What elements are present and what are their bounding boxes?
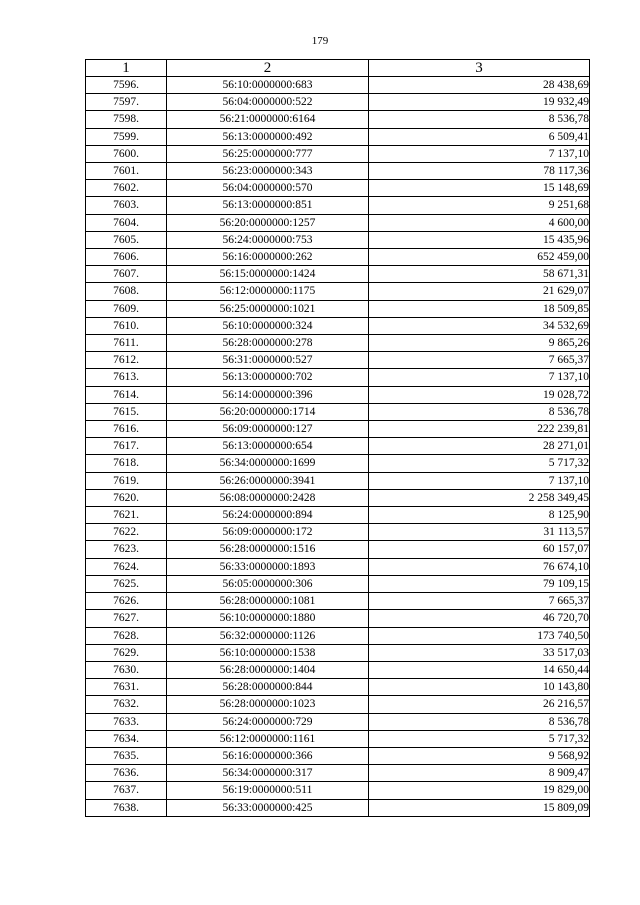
row-number-cell: 7602. — [86, 180, 167, 197]
cadastral-number-cell: 56:24:0000000:753 — [167, 231, 369, 248]
cadastral-number-cell: 56:28:0000000:278 — [167, 335, 369, 352]
value-cell: 7 665,37 — [369, 352, 590, 369]
value-cell: 26 216,57 — [369, 696, 590, 713]
row-number-cell: 7620. — [86, 489, 167, 506]
value-cell: 8 125,90 — [369, 507, 590, 524]
cadastral-number-cell: 56:21:0000000:6164 — [167, 111, 369, 128]
cadastral-number-cell: 56:28:0000000:1516 — [167, 541, 369, 558]
row-number-cell: 7633. — [86, 713, 167, 730]
row-number-cell: 7611. — [86, 335, 167, 352]
table-row — [86, 421, 590, 438]
value-cell: 15 148,69 — [369, 180, 590, 197]
cadastral-number-cell: 56:15:0000000:1424 — [167, 266, 369, 283]
cadastral-number-cell: 56:04:0000000:522 — [167, 94, 369, 111]
row-number-cell: 7630. — [86, 661, 167, 678]
value-cell: 19 028,72 — [369, 386, 590, 403]
row-number-cell: 7597. — [86, 94, 167, 111]
table-row — [86, 765, 590, 782]
row-number-cell: 7623. — [86, 541, 167, 558]
table-row — [86, 266, 590, 283]
row-number-cell: 7631. — [86, 679, 167, 696]
table-row — [86, 111, 590, 128]
cadastral-number-cell: 56:25:0000000:777 — [167, 145, 369, 162]
cadastral-number-cell: 56:33:0000000:425 — [167, 799, 369, 816]
value-cell: 60 157,07 — [369, 541, 590, 558]
table-row — [86, 77, 590, 94]
cadastral-number-cell: 56:13:0000000:702 — [167, 369, 369, 386]
cadastral-number-cell: 56:05:0000000:306 — [167, 575, 369, 592]
table-row — [86, 317, 590, 334]
table-row — [86, 610, 590, 627]
cadastral-number-cell: 56:12:0000000:1175 — [167, 283, 369, 300]
cadastral-number-cell: 56:16:0000000:262 — [167, 249, 369, 266]
value-cell: 10 143,80 — [369, 679, 590, 696]
cadastral-number-cell: 56:12:0000000:1161 — [167, 730, 369, 747]
cadastral-number-cell: 56:13:0000000:492 — [167, 128, 369, 145]
value-cell: 79 109,15 — [369, 575, 590, 592]
table-row — [86, 541, 590, 558]
value-cell: 18 509,85 — [369, 300, 590, 317]
cadastral-number-cell: 56:08:0000000:2428 — [167, 489, 369, 506]
value-cell: 652 459,00 — [369, 249, 590, 266]
table-row — [86, 730, 590, 747]
table-row — [86, 696, 590, 713]
table-row — [86, 627, 590, 644]
row-number-cell: 7629. — [86, 644, 167, 661]
cadastral-number-cell: 56:33:0000000:1893 — [167, 558, 369, 575]
value-cell: 46 720,70 — [369, 610, 590, 627]
cadastral-number-cell: 56:34:0000000:1699 — [167, 455, 369, 472]
value-cell: 7 665,37 — [369, 593, 590, 610]
column-header-2: 2 — [167, 60, 369, 77]
table-row — [86, 214, 590, 231]
table-row — [86, 524, 590, 541]
cadastral-number-cell: 56:25:0000000:1021 — [167, 300, 369, 317]
cadastral-number-cell: 56:20:0000000:1714 — [167, 403, 369, 420]
value-cell: 5 717,32 — [369, 455, 590, 472]
value-cell: 7 137,10 — [369, 472, 590, 489]
value-cell: 9 568,92 — [369, 747, 590, 764]
value-cell: 34 532,69 — [369, 317, 590, 334]
row-number-cell: 7612. — [86, 352, 167, 369]
table-row — [86, 300, 590, 317]
table-row — [86, 782, 590, 799]
cadastral-number-cell: 56:31:0000000:527 — [167, 352, 369, 369]
row-number-cell: 7632. — [86, 696, 167, 713]
table-header-row — [86, 60, 590, 77]
cadastral-number-cell: 56:32:0000000:1126 — [167, 627, 369, 644]
table-row — [86, 455, 590, 472]
table-row — [86, 438, 590, 455]
table-row — [86, 558, 590, 575]
row-number-cell: 7614. — [86, 386, 167, 403]
row-number-cell: 7603. — [86, 197, 167, 214]
row-number-cell: 7606. — [86, 249, 167, 266]
value-cell: 7 137,10 — [369, 145, 590, 162]
value-cell: 28 438,69 — [369, 77, 590, 94]
row-number-cell: 7616. — [86, 421, 167, 438]
value-cell: 31 113,57 — [369, 524, 590, 541]
value-cell: 15 809,09 — [369, 799, 590, 816]
row-number-cell: 7635. — [86, 747, 167, 764]
value-cell: 222 239,81 — [369, 421, 590, 438]
cadastral-number-cell: 56:28:0000000:844 — [167, 679, 369, 696]
table-row — [86, 94, 590, 111]
table-row — [86, 249, 590, 266]
value-cell: 9 251,68 — [369, 197, 590, 214]
row-number-cell: 7625. — [86, 575, 167, 592]
row-number-cell: 7636. — [86, 765, 167, 782]
cadastral-number-cell: 56:13:0000000:654 — [167, 438, 369, 455]
table-row — [86, 163, 590, 180]
row-number-cell: 7609. — [86, 300, 167, 317]
table-row — [86, 180, 590, 197]
value-cell: 58 671,31 — [369, 266, 590, 283]
row-number-cell: 7617. — [86, 438, 167, 455]
cadastral-number-cell: 56:10:0000000:324 — [167, 317, 369, 334]
table-row — [86, 472, 590, 489]
value-cell: 9 865,26 — [369, 335, 590, 352]
value-cell: 5 717,32 — [369, 730, 590, 747]
cadastral-number-cell: 56:20:0000000:1257 — [167, 214, 369, 231]
table-row — [86, 747, 590, 764]
row-number-cell: 7638. — [86, 799, 167, 816]
row-number-cell: 7628. — [86, 627, 167, 644]
cadastral-number-cell: 56:16:0000000:366 — [167, 747, 369, 764]
column-header-3: 3 — [369, 60, 590, 77]
cadastral-number-cell: 56:24:0000000:894 — [167, 507, 369, 524]
row-number-cell: 7608. — [86, 283, 167, 300]
row-number-cell: 7618. — [86, 455, 167, 472]
table-row — [86, 403, 590, 420]
cadastral-number-cell: 56:14:0000000:396 — [167, 386, 369, 403]
row-number-cell: 7622. — [86, 524, 167, 541]
value-cell: 6 509,41 — [369, 128, 590, 145]
cadastral-number-cell: 56:09:0000000:127 — [167, 421, 369, 438]
cadastral-number-cell: 56:10:0000000:683 — [167, 77, 369, 94]
value-cell: 7 137,10 — [369, 369, 590, 386]
value-cell: 33 517,03 — [369, 644, 590, 661]
row-number-cell: 7605. — [86, 231, 167, 248]
row-number-cell: 7599. — [86, 128, 167, 145]
cadastral-number-cell: 56:28:0000000:1023 — [167, 696, 369, 713]
row-number-cell: 7600. — [86, 145, 167, 162]
cadastral-number-cell: 56:13:0000000:851 — [167, 197, 369, 214]
value-cell: 76 674,10 — [369, 558, 590, 575]
table-row — [86, 369, 590, 386]
table-row — [86, 507, 590, 524]
page-number: 179 — [311, 35, 329, 47]
table-row — [86, 593, 590, 610]
row-number-cell: 7619. — [86, 472, 167, 489]
cadastral-number-cell: 56:26:0000000:3941 — [167, 472, 369, 489]
cadastral-number-cell: 56:34:0000000:317 — [167, 765, 369, 782]
value-cell: 8 536,78 — [369, 403, 590, 420]
cadastral-number-cell: 56:23:0000000:343 — [167, 163, 369, 180]
table-row — [86, 386, 590, 403]
value-cell: 8 909,47 — [369, 765, 590, 782]
cadastral-number-cell: 56:24:0000000:729 — [167, 713, 369, 730]
table-row — [86, 489, 590, 506]
row-number-cell: 7598. — [86, 111, 167, 128]
cadastral-number-cell: 56:04:0000000:570 — [167, 180, 369, 197]
value-cell: 14 650,44 — [369, 661, 590, 678]
value-cell: 19 932,49 — [369, 94, 590, 111]
row-number-cell: 7604. — [86, 214, 167, 231]
cadastral-number-cell: 56:10:0000000:1880 — [167, 610, 369, 627]
table-row — [86, 352, 590, 369]
value-cell: 8 536,78 — [369, 713, 590, 730]
value-cell: 2 258 349,45 — [369, 489, 590, 506]
column-header-1: 1 — [86, 60, 167, 77]
value-cell: 4 600,00 — [369, 214, 590, 231]
value-cell: 21 629,07 — [369, 283, 590, 300]
cadastral-number-cell: 56:10:0000000:1538 — [167, 644, 369, 661]
row-number-cell: 7621. — [86, 507, 167, 524]
table-row — [86, 197, 590, 214]
value-cell: 19 829,00 — [369, 782, 590, 799]
value-cell: 8 536,78 — [369, 111, 590, 128]
table-row — [86, 679, 590, 696]
table-row — [86, 799, 590, 816]
cadastral-number-cell: 56:19:0000000:511 — [167, 782, 369, 799]
table-row — [86, 713, 590, 730]
cadastral-number-cell: 56:09:0000000:172 — [167, 524, 369, 541]
row-number-cell: 7610. — [86, 317, 167, 334]
value-cell: 173 740,50 — [369, 627, 590, 644]
row-number-cell: 7624. — [86, 558, 167, 575]
row-number-cell: 7615. — [86, 403, 167, 420]
value-cell: 28 271,01 — [369, 438, 590, 455]
table-row — [86, 128, 590, 145]
row-number-cell: 7596. — [86, 77, 167, 94]
row-number-cell: 7613. — [86, 369, 167, 386]
table-row — [86, 575, 590, 592]
value-cell: 15 435,96 — [369, 231, 590, 248]
row-number-cell: 7637. — [86, 782, 167, 799]
table-row — [86, 231, 590, 248]
row-number-cell: 7626. — [86, 593, 167, 610]
row-number-cell: 7627. — [86, 610, 167, 627]
row-number-cell: 7607. — [86, 266, 167, 283]
table-row — [86, 283, 590, 300]
table-row — [86, 145, 590, 162]
registry-table — [85, 59, 590, 817]
value-cell: 78 117,36 — [369, 163, 590, 180]
row-number-cell: 7634. — [86, 730, 167, 747]
table-row — [86, 644, 590, 661]
table-row — [86, 661, 590, 678]
cadastral-number-cell: 56:28:0000000:1081 — [167, 593, 369, 610]
cadastral-number-cell: 56:28:0000000:1404 — [167, 661, 369, 678]
table-row — [86, 335, 590, 352]
row-number-cell: 7601. — [86, 163, 167, 180]
